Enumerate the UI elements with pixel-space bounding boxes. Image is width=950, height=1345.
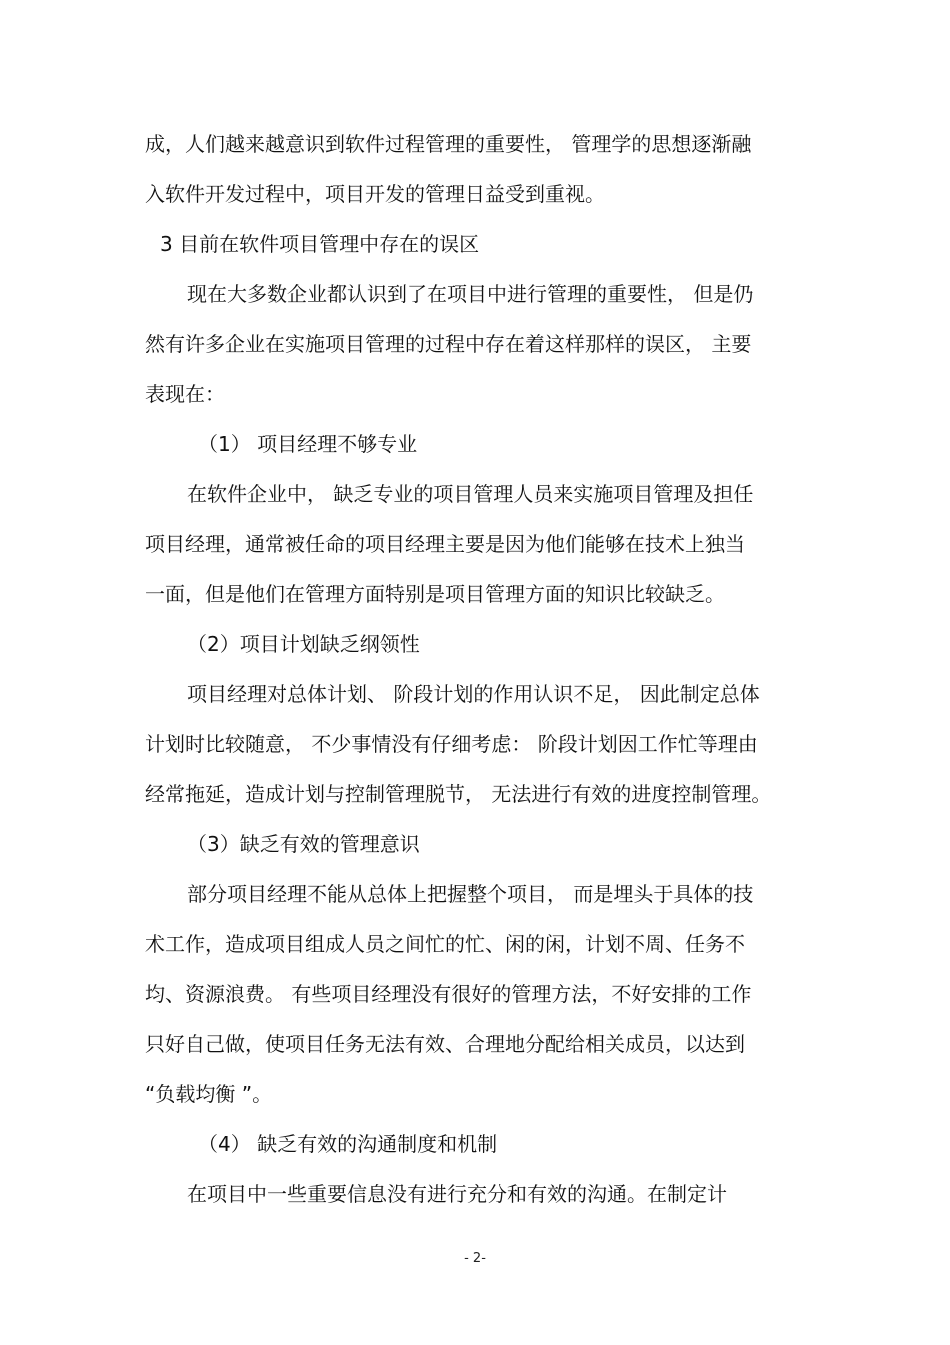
text-line: “负载均衡 ”。: [145, 1082, 273, 1106]
text-line: 项目经理对总体计划、 阶段计划的作用认识不足， 因此制定总体: [187, 682, 760, 706]
text-line: 术工作，造成项目组成人员之间忙的忙、闲的闲，计划不周、任务不: [145, 932, 745, 956]
subheading: （2）项目计划缺乏纲领性: [187, 632, 420, 656]
text-line: 在软件企业中， 缺乏专业的项目管理人员来实施项目管理及担任: [187, 482, 754, 506]
text-line: 在项目中一些重要信息没有进行充分和有效的沟通。在制定计: [187, 1182, 727, 1206]
text-line: 部分项目经理不能从总体上把握整个项目， 而是埋头于具体的技: [187, 882, 754, 906]
text-line: 项目经理，通常被任命的项目经理主要是因为他们能够在技术上独当: [145, 532, 745, 556]
text-line: 成，人们越来越意识到软件过程管理的重要性， 管理学的思想逐渐融: [145, 132, 752, 156]
text-line: 计划时比较随意， 不少事情没有仔细考虑： 阶段计划因工作忙等理由: [145, 732, 758, 756]
text-line: 均、资源浪费。 有些项目经理没有很好的管理方法，不好安排的工作: [145, 982, 752, 1006]
page-number: - 2-: [464, 1251, 486, 1266]
subheading: （3）缺乏有效的管理意识: [187, 832, 420, 856]
subheading: （1） 项目经理不够专业: [198, 432, 418, 456]
text-line: 表现在：: [145, 382, 225, 406]
text-line: 然有许多企业在实施项目管理的过程中存在着这样那样的误区， 主要: [145, 332, 752, 356]
text-line: 入软件开发过程中，项目开发的管理日益受到重视。: [145, 182, 605, 206]
text-line: 只好自己做，使项目任务无法有效、合理地分配给相关成员，以达到: [145, 1032, 745, 1056]
text-line: 现在大多数企业都认识到了在项目中进行管理的重要性， 但是仍: [187, 282, 754, 306]
text-line: 一面，但是他们在管理方面特别是项目管理方面的知识比较缺乏。: [145, 582, 725, 606]
subheading: （4） 缺乏有效的沟通制度和机制: [198, 1132, 498, 1156]
text-line: 经常拖延，造成计划与控制管理脱节， 无法进行有效的进度控制管理。: [145, 782, 772, 806]
section-heading: 3 目前在软件项目管理中存在的误区: [160, 232, 480, 256]
